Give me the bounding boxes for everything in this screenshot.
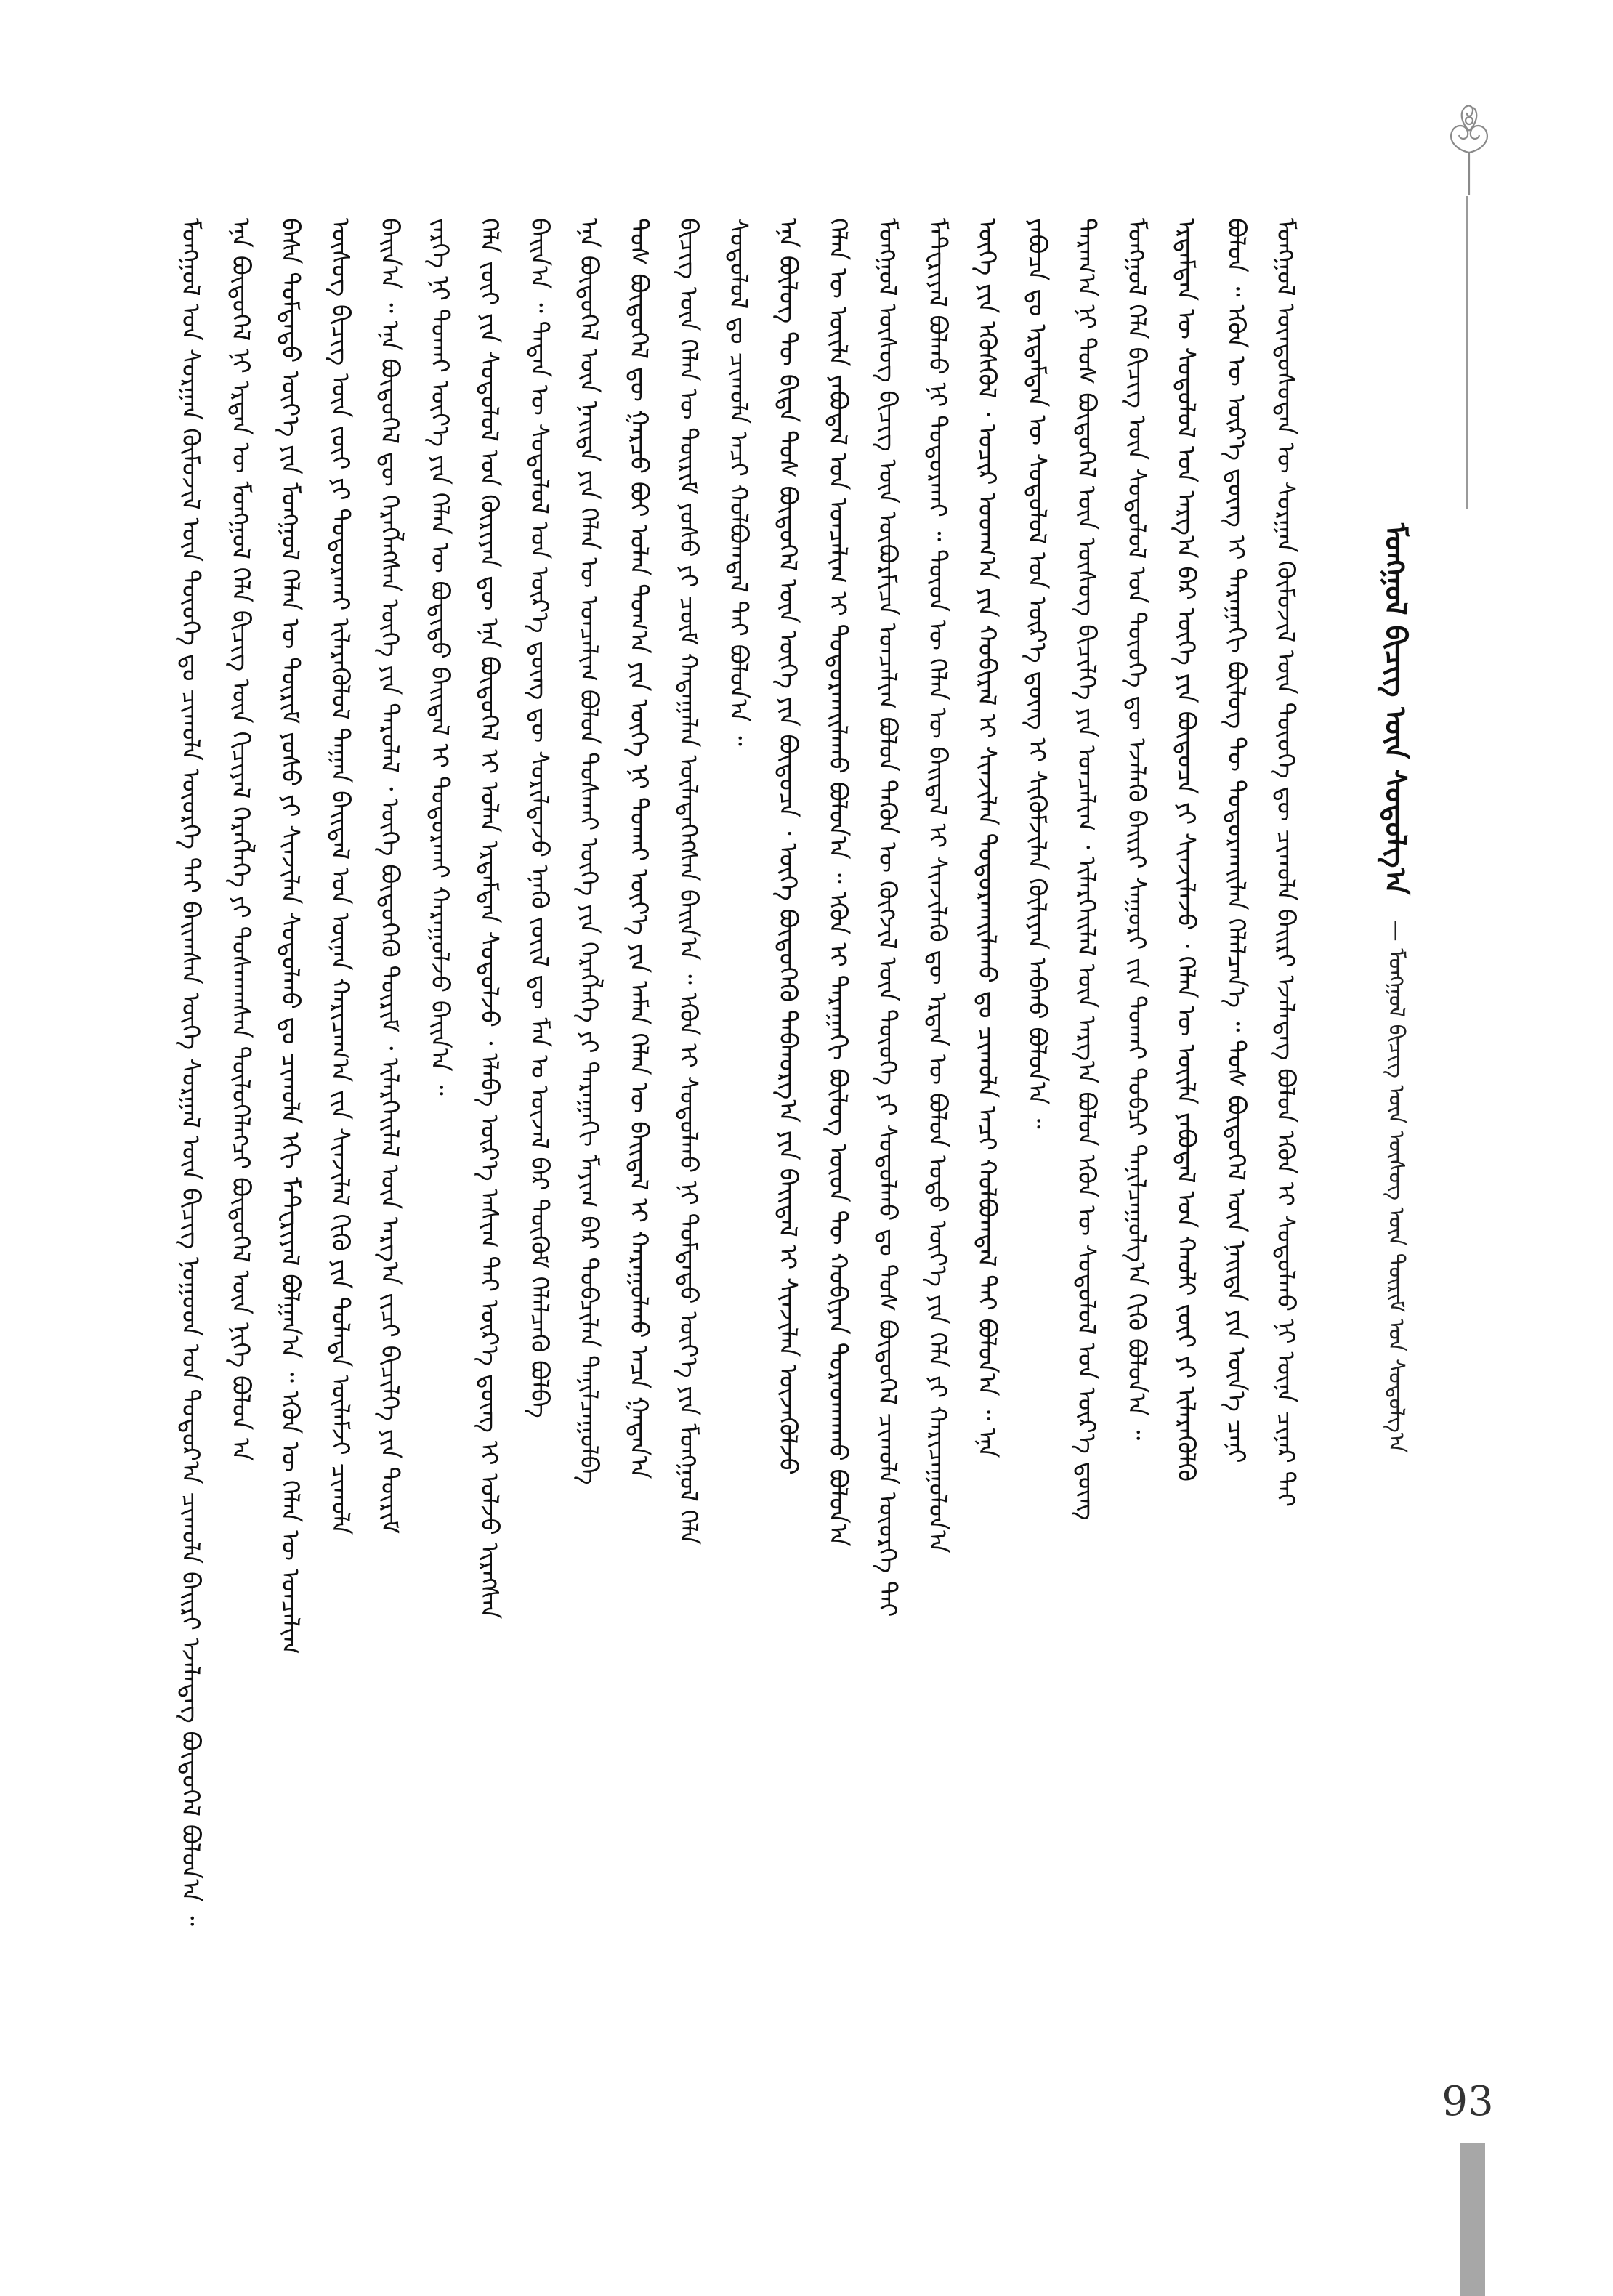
running-header xyxy=(1378,523,1453,1453)
text-column-line: ᠰᠤᠳᠤᠯᠤᠯ ᠳᠤ ᠴᠢᠬᠤᠯᠠ ᠠᠴᠢ ᠬᠣᠯᠪᠣᠭᠳᠠᠯ ᠲᠠᠢ ᠪᠣᠯᠤᠨ᠎ᠠ ᠃ xyxy=(723,218,753,746)
text-column xyxy=(366,218,413,2122)
text-column-line: ᠮᠣᠩᠭᠣᠯ ᠬᠡᠯᠡ ᠪᠢᠴᠢᠭ ᠦᠨ ᠰᠤᠳᠤᠯᠤᠯ ᠤᠨ ᠲᠦᠦᠬᠡ ᠳᠦ ᠡᠵᠡᠯᠡᠬᠦ ᠪᠠᠢᠷᠢ ᠰᠠᠭᠤᠷᠢ ᠵᠢᠨ ᠲᠤᠬᠠᠢ ᠲᠣᠪᠴᠢ ᠲᠠᠨᠢᠯᠴᠠᠭᠤᠯᠭ᠎ᠠ ᠬᠢᠬᠦ ᠪᠣᠯᠤᠨ᠎ᠠ ᠃ xyxy=(1121,218,1151,1441)
text-column-line: ᠡᠨᠡ ᠪᠦᠲᠦᠭᠡᠯ ᠨᠢ ᠡᠷᠲᠡᠨ ᠦ ᠮᠣᠩᠭᠣᠯ ᠬᠡᠯᠡ ᠪᠢᠴᠢᠭ ᠦᠨ ᠬᠢᠴᠢᠶᠡᠯ ᠬᠡᠷᠡᠭᠯᠡᠭᠡ ᠶᠢ ᠲᠤᠰᠬᠠᠭᠰᠠᠨ ᠲᠦᠯᠦᠭᠡᠯᠡᠭᠴᠢ ᠪᠦᠲᠦᠭᠡᠯ ᠦᠨ ᠨᠢᠭᠡ ᠪᠣᠯᠤᠨ ᠠ xyxy=(225,218,255,1461)
text-column xyxy=(715,218,761,2122)
text-column xyxy=(565,218,612,2122)
text-column xyxy=(416,218,463,2122)
text-column-line: ᠬᠡᠯᠡ ᠵᠦᠢ ᠶᠢᠨ ᠰᠤᠳᠤᠯᠤᠯ ᠤᠨ ᠬᠦᠷᠢᠶᠡᠨ ᠳᠦ ᠡᠨᠡ ᠪᠦᠲᠦᠭᠡᠯ ᠢ ᠣᠯᠠᠨ ᠡᠷᠳᠡᠮᠲᠡᠨ ᠰᠤᠳᠤᠯᠵᠤ ᠂ ᠡᠯᠡᠪᠡ ᠦᠷ᠎ᠡ ᠠᠰᠢᠭ ᠲᠠᠢ ᠦᠷ᠎ᠡ ᠳ᠋ᠦᠩ ᠢ ᠣᠯᠵᠤ ᠢᠷᠡᠭᠰᠡᠨ xyxy=(474,218,504,1620)
text-column xyxy=(167,218,214,2122)
text-column-line: ᠡᠨᠡ ᠪᠦᠲᠦᠭᠡᠯ ᠦᠨ ᠨᠡᠢᠲᠡ ᠶᠢᠨ ᠬᠡᠯᠡᠨ ᠦ ᠣᠨᠴᠠᠯᠢᠭ ᠪᠣᠯᠤᠨ ᠲᠤᠰᠬᠠᠢ ᠦᠭᠡ ᠶᠢᠨ ᠬᠡᠷᠡᠭᠯᠡᠭᠡ ᠶᠢ ᠳᠠᠷᠠᠭᠠᠬᠢ ᠮᠠᠶᠢᠭ ᠪᠠᠷ ᠲᠣᠪᠴᠢᠯᠠᠨ ᠲᠠᠨᠢᠯᠴᠠᠭᠤᠯᠪᠠ xyxy=(574,218,603,1485)
text-column-line: ᠮᠠᠲᠧᠷᠢᠶᠠᠯ ᠪᠣᠯᠬᠤ ᠨᠢ ᠲᠣᠳᠣᠷᠬᠠᠢ ᠃ ᠲᠦᠦᠨ ᠦ ᠬᠡᠯᠡᠨ ᠦ ᠪᠠᠢᠳᠠᠯ ᠢ ᠰᠢᠨᠵᠢᠯᠡᠬᠦ ᠳᠦ ᠡᠷᠲᠡᠨ ᠦ ᠪᠣᠯᠤᠨ ᠣᠳᠣ ᠦᠶ᠎ᠡ ᠶᠢᠨ ᠬᠡᠯᠡ ᠶᠢ ᠬᠠᠷᠢᠴᠠᠭᠤᠯᠤᠨ᠎ᠠ xyxy=(922,218,952,1553)
mongolian-text-body xyxy=(167,218,1344,2122)
text-column-line: ᠮᠣᠩᠭᠣᠯ ᠤᠨ ᠰᠤᠷᠭᠠᠨ ᠬᠦᠮᠦᠵᠢᠯ ᠦᠨ ᠲᠦᠦᠬᠡ ᠳᠤ ᠴᠢᠬᠤᠯᠠ ᠦᠦᠷᠬᠡ ᠲᠠᠢ ᠪᠠᠢᠭᠰᠠᠨ ᠦᠭᠡ ᠰᠤᠷᠭᠠᠯ ᠦᠨ ᠪᠢᠴᠢᠭ ᠨᠤᠭᠤᠳ ᠤᠨ ᠳᠤᠳᠤᠷ᠎ᠠ ᠴᠢᠬᠤᠯᠠ ᠪᠠᠢᠷᠢ ᠡᠵᠡᠯᠡᠳᠡᠭ ᠪᠦᠲᠦᠭᠡᠯ ᠪᠣᠯᠤᠨ᠎ᠠ ᠃ xyxy=(176,218,205,1927)
text-column xyxy=(665,218,711,2122)
text-column xyxy=(1113,218,1160,2122)
decorative-scroll-ornament xyxy=(1442,102,1497,196)
text-column-line: ᠡᠨᠡ ᠪᠦᠯᠦᠭ ᠲᠦ ᠪᠢᠳᠡ ᠲᠤᠰ ᠪᠦᠲᠦᠭᠡᠯ ᠦᠨ ᠦᠭᠡ ᠶᠢᠨ ᠪᠦᠲᠦᠴᠡ ᠂ ᠦᠭᠡ ᠪᠦᠲᠦᠭᠡᠬᠦ ᠳᠠᠪᠬᠤᠷᠭ᠎ᠠ ᠶᠢᠨ ᠪᠠᠢᠳᠠᠯ ᠢ ᠰᠢᠨᠵᠢᠯᠡᠨ ᠦᠵᠡᠭᠦᠯᠵᠦ xyxy=(773,218,802,1475)
text-column xyxy=(217,218,264,2122)
page-number: 93 xyxy=(1442,2078,1494,2125)
text-column-line: ᠵᠡᠷᠭᠡ ᠨᠢ ᠲᠤᠬᠠᠢ ᠦᠶ᠎ᠡ ᠶᠢᠨ ᠬᠡᠯᠡᠨ ᠦ ᠪᠣᠳᠢᠲᠤ ᠪᠠᠢᠳᠠᠯ ᠢ ᠲᠣᠳᠣᠷᠬᠠᠢ ᠬᠠᠷᠠᠭᠤᠯᠵᠤ ᠪᠠᠢᠨ᠎ᠠ ᠃ xyxy=(424,218,454,1096)
scroll-icon xyxy=(1442,102,1497,196)
text-column xyxy=(267,218,313,2122)
text-column xyxy=(1262,218,1309,2122)
text-column-line: ᠶᠠᠪᠤᠴᠠ ᠳᠤ ᠡᠷᠳᠡᠮᠲᠡᠨ ᠦ ᠰᠤᠳᠤᠯᠤᠯ ᠤᠨ ᠦᠷ᠎ᠡ ᠳ᠋ᠦᠩ ᠢ ᠰᠢᠭᠦᠮᠵᠢᠯᠡᠨ ᠬᠦᠯᠢᠶᠡᠨ ᠠᠪᠬᠤ ᠪᠣᠯᠤᠨ᠎ᠠ ᠃ xyxy=(1022,218,1051,1129)
text-column-line: ᠮᠣᠩᠭᠣᠯ ᠦᠰᠦᠭ ᠪᠢᠴᠢᠭ ᠦᠨ ᠦᠪᠦᠷᠮᠢᠴᠡ ᠣᠨᠴᠠᠯᠢᠭ ᠪᠣᠯᠤᠨ ᠲᠡᠭᠦᠨ ᠦ ᠬᠦᠭᠵᠢᠯ ᠦᠨ ᠲᠦᠦᠬᠡ ᠶᠢ ᠰᠤᠳᠤᠯᠬᠤ ᠳᠤ ᠲᠤᠰ ᠪᠦᠲᠦᠭᠡᠯ ᠴᠢᠬᠤᠯᠠ ᠦᠦᠷᠬᠡ ᠲᠠᠢ xyxy=(873,218,902,1617)
text-column-line: ᠪᠢᠴᠢᠭ ᠦᠨ ᠬᠡᠯᠡᠨ ᠦ ᠳᠦᠷᠢᠮ ᠶᠣᠰᠤ ᠶᠢ ᠴᠦᠮ ᠬᠠᠳᠠᠭᠠᠯᠠᠨ ᠦᠯᠡᠳᠡᠭᠡᠭᠰᠡᠨ ᠪᠠᠢᠨ᠎ᠠ ᠃ ᠡᠭᠦᠨ ᠢ ᠰᠤᠳᠤᠯᠬᠤ ᠨᠢ ᠳᠤᠮᠳᠠᠳᠤ ᠦᠶ᠎ᠡ ᠶᠢᠨ ᠮᠣᠩᠭᠣᠯ ᠬᠡᠯᠡ xyxy=(674,218,703,1545)
text-column xyxy=(615,218,662,2122)
text-column xyxy=(1063,218,1109,2122)
running-header-title: ᠮᠣᠩᠭᠣᠯ ᠪᠢᠴᠢᠭ ᠦᠨ ᠰᠤᠳᠤᠯᠭ᠎ᠠ xyxy=(1378,523,1412,895)
text-column-line: ᠮᠣᠩᠭᠣᠯ ᠦᠨᠳᠦᠰᠦᠲᠡᠨ ᠦ ᠰᠤᠷᠭᠠᠨ ᠬᠦᠮᠦᠵᠢᠯ ᠦᠨ ᠲᠦᠦᠬᠡ ᠳᠦ ᠴᠢᠬᠤᠯᠠ ᠪᠠᠢᠷᠢ ᠡᠵᠡᠯᠡᠳᠡᠭ ᠪᠣᠯᠤᠨ ᠡᠭᠦᠨ ᠢ ᠰᠤᠳᠤᠯᠬᠤ ᠨᠢ ᠦᠨᠡ ᠴᠢᠨᠠᠷ ᠲᠠᠢ xyxy=(1271,218,1300,1508)
text-column xyxy=(814,218,861,2122)
text-column-line: ᠪᠣᠯᠤᠨ ᠃ ᠡᠭᠦᠨ ᠦ ᠦᠷ᠎ᠡ ᠳ᠋ᠦᠩ ᠢ ᠳᠠᠷᠠᠭᠠᠬᠢ ᠪᠦᠯᠦᠭ ᠲᠦ ᠲᠣᠳᠣᠷᠬᠠᠢᠯᠠᠨ ᠬᠡᠯᠡᠯᠴᠡᠨ᠎ᠡ ᠃ ᠲᠤᠰ ᠪᠦᠲᠦᠭᠡᠯ ᠦᠨ ᠨᠡᠢᠲᠡ ᠶᠢᠨ ᠦᠨ᠎ᠡ ᠴᠡᠨᠢ xyxy=(1221,218,1250,1463)
text-column xyxy=(864,218,910,2122)
text-column-line: ᠪᠠᠢᠨ᠎ᠠ ᠃ ᠲᠡᠳᠡᠨ ᠦ ᠰᠤᠳᠤᠯᠤᠯ ᠤᠨ ᠦᠷ᠎ᠡ ᠳ᠋ᠦᠩ ᠳᠦ ᠰᠤᠷᠢᠯᠳᠠᠵᠤ ᠡᠨᠡᠬᠦ ᠵᠦᠢᠯ ᠳᠦ ᠮᠠᠨ ᠤ ᠦᠵᠡᠯ ᠪᠠᠷ ᠳᠦᠭᠦᠮ ᠬᠡᠯᠡᠯᠴᠡᠬᠦ ᠪᠣᠯᠪᠠ xyxy=(524,218,554,1418)
text-column-line: ᠳᠠᠷᠠᠭ᠎ᠠ ᠨᠢ ᠲᠤᠰ ᠪᠦᠲᠦᠭᠡᠯ ᠦᠨ ᠦᠰᠦᠭ ᠪᠢᠴᠢᠯᠭᠡ ᠶᠢᠨ ᠣᠨᠴᠠᠯᠢᠭ ᠂ ᠢᠯᠡᠷᠬᠡᠢᠯᠡᠯ ᠦᠨ ᠠᠷᠭ᠎ᠠ ᠪᠣᠯᠤᠨ ᠡᠭᠦᠨ ᠦ ᠰᠤᠳᠤᠯᠤᠯ ᠤᠨ ᠦᠷ᠎ᠡ ᠳ᠋ᠦᠩ xyxy=(1072,218,1101,1521)
text-column-line: ᠡᠷᠳᠡᠮᠲᠡᠨ ᠦ ᠰᠤᠳᠤᠯᠤᠯ ᠤᠨ ᠠᠷᠭ᠎ᠠ ᠪᠠᠷ ᠦᠭᠡ ᠶᠢᠨ ᠪᠦᠲᠦᠴᠡ ᠶᠢ ᠰᠢᠨᠵᠢᠯᠡᠵᠦ ᠂ ᠬᠡᠯᠡᠨ ᠦ ᠦᠢᠯᠡ ᠶᠠᠪᠤᠳᠠᠯ ᠤᠨ ᠬᠠᠤᠯᠢ ᠵᠦᠢ ᠶᠢ ᠢᠯᠡᠷᠡᠬᠦᠯᠬᠦ xyxy=(1171,218,1200,1482)
text-column xyxy=(764,218,811,2122)
text-column-line: ᠪᠠᠰᠠ ᠳᠤᠮᠳᠠᠳᠤ ᠦᠶ᠎ᠡ ᠶᠢᠨ ᠮᠣᠩᠭᠣᠯ ᠬᠡᠯᠡᠨ ᠦ ᠳᠦᠷᠢᠮ ᠶᠣᠰᠤ ᠶᠢ ᠰᠢᠨᠵᠢᠯᠡᠨ ᠰᠤᠳᠤᠯᠬᠤ ᠳᠤ ᠴᠢᠬᠤᠯᠠ ᠡᠬᠢ ᠮᠠᠲᠧᠷᠢᠶᠠᠯ ᠪᠣᠯᠭᠠᠨ᠎ᠠ ᠃ ᠡᠭᠦᠨ ᠦ ᠬᠡᠯᠡᠨ ᠦ ᠣᠨᠴᠠᠯᠢᠭ xyxy=(275,218,304,1654)
text-column-line: ᠪᠠᠢᠨ᠎ᠠ ᠃ ᠡᠨᠡ ᠪᠦᠲᠦᠭᠡᠯ ᠳᠦ ᠬᠡᠷᠡᠭᠯᠡᠭᠰᠡᠨ ᠦᠭᠡ ᠶᠢᠨ ᠳᠠᠷᠤᠯᠠᠯ ᠂ ᠦᠭᠡ ᠪᠦᠲᠦᠭᠡᠬᠦ ᠳᠦᠷᠢᠮ ᠂ ᠢᠯᠡᠷᠬᠡᠢᠯᠡᠯ ᠦᠨ ᠠᠷᠭ᠎ᠠ ᠵᠢᠴᠢ ᠪᠢᠴᠢᠯᠭᠡ ᠶᠢᠨ ᠳᠦᠷᠢᠮ xyxy=(375,218,404,1534)
text-column-line: ᠲᠤᠰ ᠪᠦᠲᠦᠭᠡᠯ ᠳᠦ ᠭᠠᠷᠴᠤ ᠪᠤᠢ ᠣᠯᠠᠨ ᠲᠣᠭ᠎ᠠ ᠶᠢᠨ ᠦᠭᠡ ᠨᠢ ᠲᠤᠬᠠᠢ ᠦᠶ᠎ᠡ ᠶᠢᠨ ᠠᠮᠠᠨ ᠬᠡᠯᠡᠨ ᠦ ᠪᠠᠢᠳᠠᠯ ᠢ ᠬᠠᠷᠠᠭᠤᠯᠬᠤ ᠠᠴᠠ ᠭᠠᠳᠠᠨ᠎ᠠ xyxy=(623,218,653,1479)
text-column-line: ᠦᠭᠡ ᠶᠢᠨ ᠡᠭᠦᠰᠬᠦᠯ ᠂ ᠤᠴᠢᠷ ᠤᠳᠬ᠎ᠠ ᠶᠢᠨ ᠬᠤᠪᠢᠷᠠᠯ ᠢ ᠰᠢᠨᠵᠢᠯᠡᠨ ᠲᠣᠳᠣᠷᠬᠠᠢᠯᠠᠬᠤ ᠳᠤ ᠴᠢᠬᠤᠯᠠ ᠠᠴᠢ ᠬᠣᠯᠪᠣᠭᠳᠠᠯ ᠲᠠᠢ ᠪᠣᠯᠤᠨ᠎ᠠ ᠃ ᠡᠨᠡ xyxy=(972,218,1001,1458)
running-header-subtitle: — ᠮᠣᠩᠭᠣᠯ ᠪᠢᠴᠢᠭ ᠦᠨ ᠦᠰᠦᠭ ᠦᠨ ᠳᠦᠷᠢᠮ ᠤᠨ ᠰᠤᠳᠤᠯᠭ᠎ᠠ xyxy=(1383,919,1410,1453)
text-column xyxy=(1014,218,1060,2122)
text-column xyxy=(317,218,363,2122)
text-column xyxy=(914,218,961,2122)
text-column-line: ᠦᠰᠦᠭ ᠪᠢᠴᠢᠭ ᠦᠨ ᠵᠦᠢ ᠶᠢ ᠲᠣᠳᠣᠷᠬᠠᠶ ᠢᠯᠡᠷᠡᠬᠦᠯᠦᠯ ᠳᠠᠭᠠᠨ ᠪᠠᠢᠳᠠᠯ ᠤᠨ ᠦᠨᠡᠨ ᠬᠠᠷᠢᠴᠠᠭ᠎ᠠ ᠵᠢᠨ ᠰᠢᠨᠵᠢᠯᠡᠯ ᠬᠢᠬᠦ ᠶᠢᠨ ᠲᠤᠯᠠᠳᠠ ᠦᠯᠡᠮᠵᠢ ᠴᠢᠬᠤᠯᠠ xyxy=(325,218,355,1535)
text-column xyxy=(516,218,562,2122)
text-column xyxy=(1213,218,1259,2122)
page-edge-tab xyxy=(1460,2143,1485,2296)
text-column xyxy=(466,218,512,2122)
header-rule xyxy=(1466,196,1468,509)
text-column xyxy=(963,218,1010,2122)
text-column-line: ᠬᠡᠯᠡᠨ ᠦ ᠦᠢᠯᠡ ᠶᠠᠪᠤᠳᠠᠯ ᠤᠨ ᠣᠨᠴᠠᠯᠢᠭ ᠢ ᠲᠣᠳᠣᠷᠬᠠᠢᠯᠠᠬᠤ ᠪᠣᠯᠤᠨ᠎ᠠ ᠃ ᠡᠭᠦᠨ ᠢ ᠳᠠᠷᠠᠭᠠᠬᠢ ᠪᠦᠯᠦᠭ ᠦᠳ ᠲᠦ ᠬᠤᠪᠢᠶᠠᠨ ᠳᠤᠷᠠᠳᠬᠠᠬᠤ ᠪᠣᠯᠤᠨ᠎ᠠ xyxy=(822,218,852,1547)
text-column xyxy=(1163,218,1209,2122)
